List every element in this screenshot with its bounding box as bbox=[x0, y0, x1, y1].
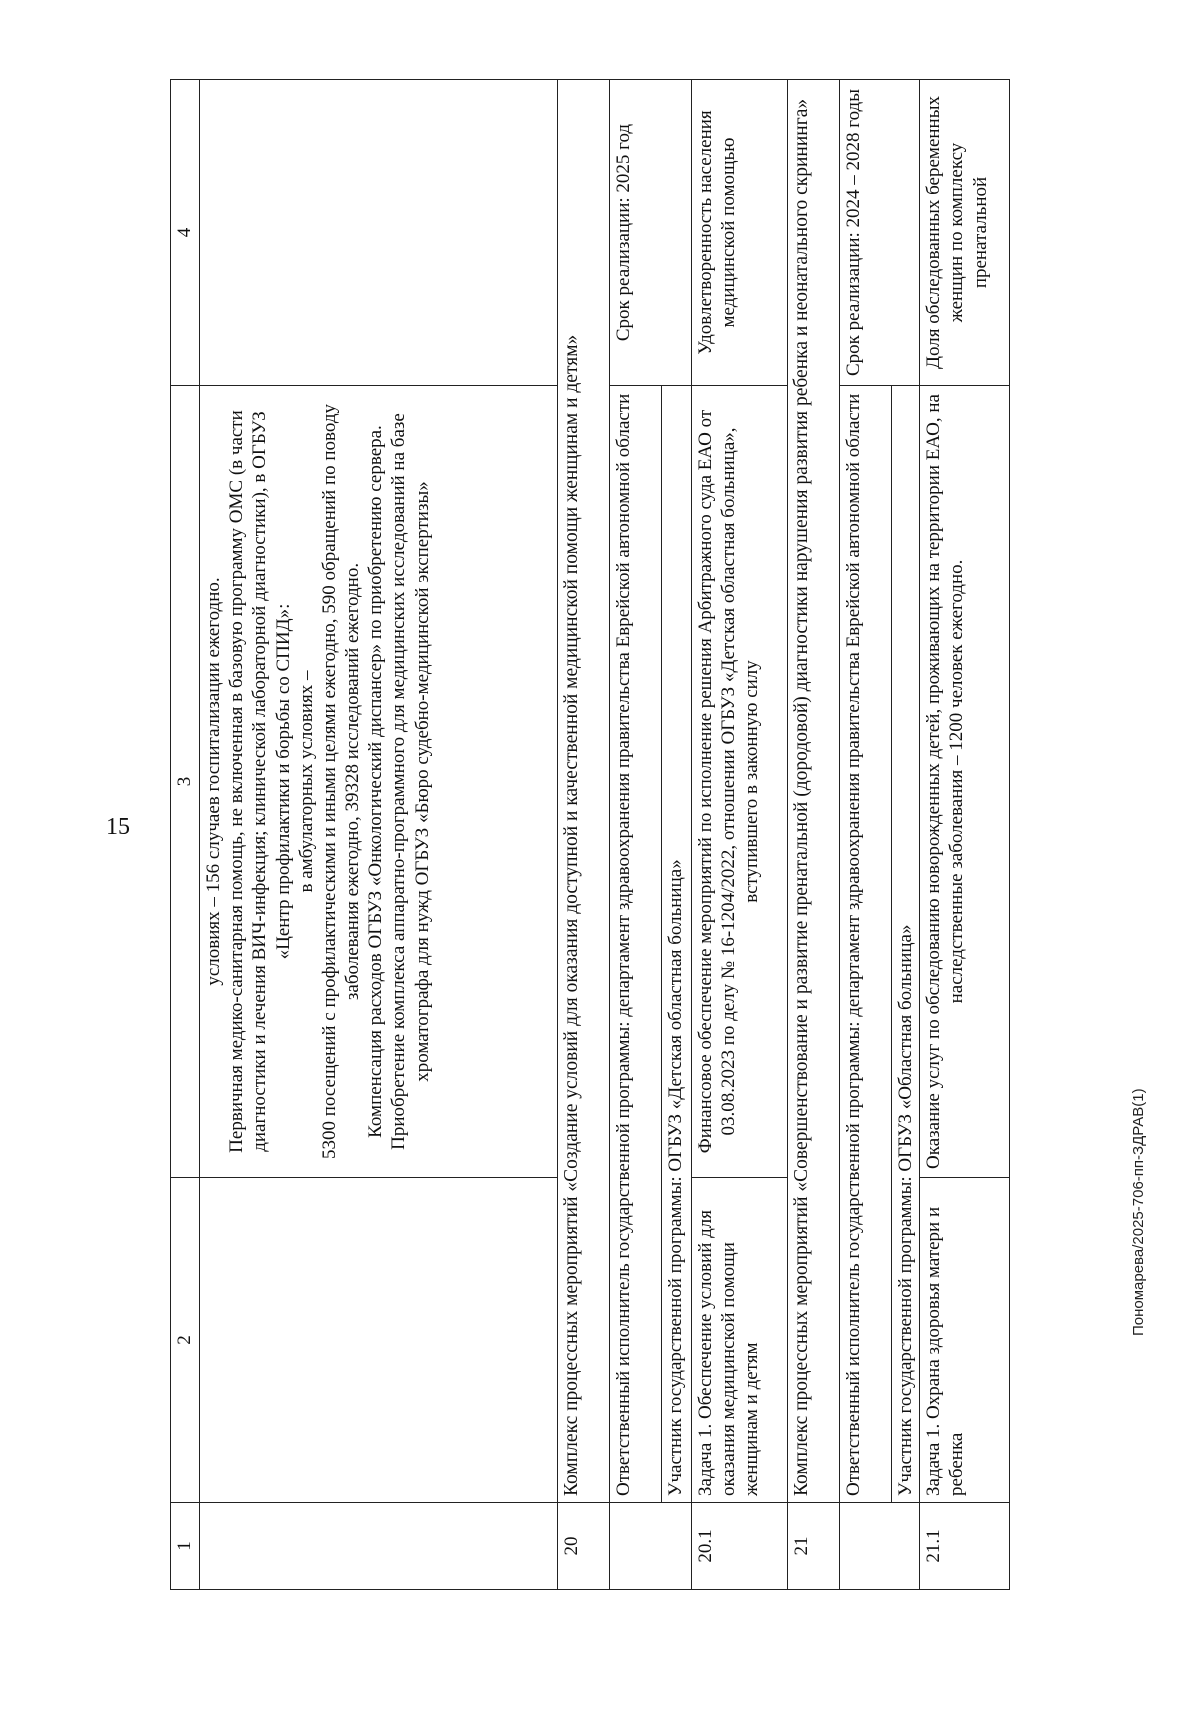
page-number: 15 bbox=[106, 814, 130, 840]
column-header-3: 3 bbox=[171, 386, 200, 1178]
program-participant: Участник государственной программы: ОГБУЗ «Областная больница» bbox=[892, 386, 920, 1503]
action-line: Компенсация расходов ОГБУЗ «Онкологический диспансер» по приобретению сервера. bbox=[365, 425, 387, 1138]
action-line: в амбулаторных условиях – bbox=[295, 670, 317, 893]
section-title: Комплекс процессных мероприятий «Создание условий для оказания доступной и качественной медицинской помощи женщинам и детям» bbox=[558, 80, 610, 1503]
table-row-20 bbox=[558, 80, 610, 1590]
implementation-period: Срок реализации: 2025 год bbox=[610, 80, 692, 386]
action-cell: Финансовое обеспечение мероприятий по исполнение решения Арбитражного суда ЕАО от 03.08.2023 по делу № 16-1204/2022, отношении ОГБУЗ «Детская областная больница», вступившего в законную силу bbox=[692, 386, 788, 1178]
action-line: 5300 посещений с профилактическими и иными целями ежегодно, 590 обращений по поводу заболевания ежегодно, 39328 исследований ежегодно. bbox=[318, 403, 364, 1160]
table-row-21-1 bbox=[920, 80, 1010, 1590]
indicator-cell: Доля обследованных беременных женщин по комплексу пренатальной bbox=[920, 80, 1010, 386]
program-participant: Участник государственной программы: ОГБУЗ «Детская областная больница» bbox=[662, 386, 692, 1503]
cell-task bbox=[200, 1178, 558, 1503]
row-number: 21.1 bbox=[920, 1503, 1010, 1590]
action-line: Первичная медико-санитарная помощь, не включенная в базовую программу ОМС (в части диагностики и лечения ВИЧ-инфекция; клинической лабораторной диагностики), в ОГБУЗ «Центр профилактики и борьбы со СПИД»: bbox=[226, 410, 294, 1153]
action-cell: Оказание услуг по обследованию новорожденных детей, проживающих на территории ЕАО, на наследственные заболевания – 1200 человек ежегодно. bbox=[920, 386, 1010, 1178]
column-header-1: 1 bbox=[171, 1503, 200, 1590]
row-number: 20 bbox=[558, 1503, 610, 1590]
column-header-4: 4 bbox=[171, 80, 200, 386]
cell-indicator bbox=[200, 80, 558, 386]
row-number: 20.1 bbox=[692, 1503, 788, 1590]
row-number: 21 bbox=[788, 1503, 840, 1590]
cell-num bbox=[200, 1503, 558, 1590]
responsible-executor: Ответственный исполнитель государственной программы: департамент здравоохранения правительства Еврейской автономной области bbox=[840, 386, 892, 1503]
indicator-cell: Удовлетворенность населения медицинской помощью bbox=[692, 80, 788, 386]
column-header-2: 2 bbox=[171, 1178, 200, 1503]
table-row-21 bbox=[788, 80, 840, 1590]
footer-code: Пономарева/2025-706-пп-ЗДРАВ(1) bbox=[1130, 1088, 1147, 1336]
program-table bbox=[170, 79, 1010, 1590]
task-cell: Задача 1. Обеспечение условий для оказания медицинской помощи женщинам и детям bbox=[692, 1178, 788, 1503]
section-title: Комплекс процессных мероприятий «Совершенствование и развитие пренатальной (дородовой) диагностики нарушения развития ребенка и неонатального скрининга» bbox=[788, 80, 840, 1503]
cell-actions bbox=[200, 386, 558, 1178]
responsible-executor: Ответственный исполнитель государственной программы: департамент здравоохранения правительства Еврейской автономной области bbox=[610, 386, 662, 1503]
action-line: Приобретение комплекса аппаратно-программного для медицинских исследований на базе хроматографа для нужд ОГБУЗ «Бюро судебно-медицинской экспертизы» bbox=[388, 413, 433, 1150]
table-row-continuation bbox=[200, 80, 558, 1590]
rotated-table-area bbox=[170, 80, 1200, 1590]
action-line: условиях – 156 случаев госпитализации ежегодно. bbox=[203, 577, 224, 986]
table-row-20-1 bbox=[692, 80, 788, 1590]
implementation-period: Срок реализации: 2024 – 2028 годы bbox=[840, 80, 920, 386]
task-cell: Задача 1. Охрана здоровья матери и ребенка bbox=[920, 1178, 1010, 1503]
cell-empty bbox=[610, 1503, 692, 1590]
table-header-row bbox=[171, 80, 200, 1590]
cell-empty bbox=[840, 1503, 920, 1590]
table-row-20-responsible bbox=[610, 80, 662, 1590]
table-row-21-responsible bbox=[840, 80, 892, 1590]
